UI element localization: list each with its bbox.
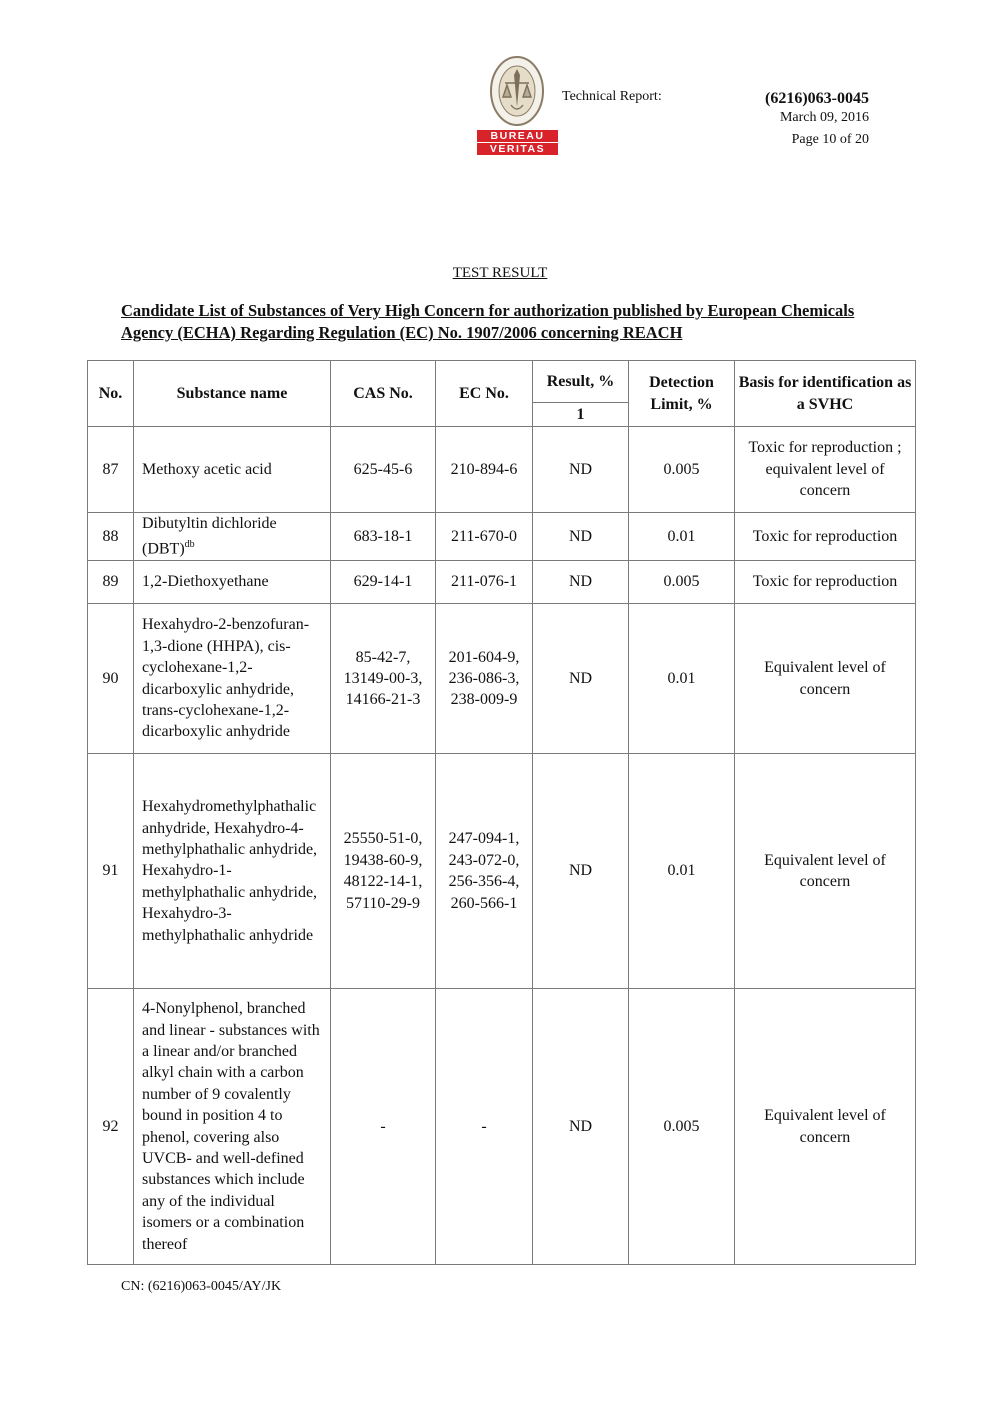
table-row: [88, 754, 916, 989]
row-result: ND: [533, 604, 629, 754]
row-basis: Equivalent level of concern: [735, 989, 916, 1265]
header-result: Result, %: [533, 361, 629, 403]
row-ec-no: 211-076-1: [436, 561, 533, 604]
header-ec-no: EC No.: [436, 361, 533, 427]
row-ec-no: -: [436, 989, 533, 1265]
row-cas-no: 25550-51-0, 19438-60-9, 48122-14-1, 57110-29-9: [331, 754, 436, 989]
row-cas-no: 683-18-1: [331, 513, 436, 561]
row-substance-name: Methoxy acetic acid: [134, 427, 331, 513]
row-result: ND: [533, 561, 629, 604]
row-substance-name: 1,2-Diethoxyethane: [134, 561, 331, 604]
footer-cn-reference: CN: (6216)063-0045/AY/JK: [121, 1279, 282, 1294]
row-substance-name: [134, 513, 331, 561]
table-row: [88, 427, 916, 513]
row-basis: Equivalent level of concern: [735, 754, 916, 989]
row-result: ND: [533, 754, 629, 989]
row-detection-limit: 0.01: [629, 513, 735, 561]
row-basis: Equivalent level of concern: [735, 604, 916, 754]
row-result: ND: [533, 989, 629, 1265]
table-row: [88, 513, 916, 561]
row-basis: Toxic for reproduction: [735, 561, 916, 604]
row-detection-limit: 0.005: [629, 427, 735, 513]
substance-name-superscript: db: [184, 539, 195, 551]
table-row: [88, 561, 916, 604]
row-no: 91: [88, 754, 134, 989]
header-no: No.: [88, 361, 134, 427]
row-ec-no: 210-894-6: [436, 427, 533, 513]
row-basis: Toxic for reproduction: [735, 513, 916, 561]
row-ec-no: 201-604-9, 236-086-3, 238-009-9: [436, 604, 533, 754]
row-detection-limit: 0.01: [629, 754, 735, 989]
row-basis: Toxic for reproduction ; equivalent level of concern: [735, 427, 916, 513]
logo-wordmark-line1: BUREAU: [477, 130, 558, 142]
row-ec-no: 211-670-0: [436, 513, 533, 561]
row-cas-no: 85-42-7, 13149-00-3, 14166-21-3: [331, 604, 436, 754]
section-title: TEST RESULT: [452, 265, 548, 281]
page-number: Page 10 of 20: [791, 132, 869, 147]
logo-wordmark-line2: VERITAS: [477, 143, 558, 155]
row-substance-name: Hexahydro-2-benzofuran-1,3-dione (HHPA), cis-cyclohexane-1,2-dicarboxylic anhydride, trans-cyclohexane-1,2-dicarboxylic anhydride: [134, 604, 331, 754]
row-result: ND: [533, 513, 629, 561]
row-detection-limit: 0.005: [629, 989, 735, 1265]
header-result-sample: 1: [533, 403, 629, 427]
svhc-results-table: [87, 360, 916, 1265]
table-row: [88, 604, 916, 754]
row-ec-no: 247-094-1, 243-072-0, 256-356-4, 260-566-1: [436, 754, 533, 989]
medal-emblem-icon: [489, 55, 545, 127]
row-no: 90: [88, 604, 134, 754]
table-header-row: [88, 361, 916, 403]
row-cas-no: -: [331, 989, 436, 1265]
row-cas-no: 629-14-1: [331, 561, 436, 604]
row-detection-limit: 0.005: [629, 561, 735, 604]
report-date: March 09, 2016: [779, 110, 869, 125]
page-heading: Candidate List of Substances of Very High Concern for authorization published by European Chemicals Agency (ECHA) Regarding Regulation (EC) No. 1907/2006 concerning REACH: [121, 301, 855, 342]
header-basis: Basis for identification as a SVHC: [735, 361, 916, 427]
row-substance-name: Hexahydromethylphathalic anhydride, Hexahydro-4-methylphathalic anhydride, Hexahydro-1-methylphathalic anhydride, Hexahydro-3-methylphathalic anhydride: [134, 754, 331, 989]
row-no: 92: [88, 989, 134, 1265]
report-number: (6216)063-0045: [765, 90, 869, 107]
row-result: ND: [533, 427, 629, 513]
row-no: 88: [88, 513, 134, 561]
row-detection-limit: 0.01: [629, 604, 735, 754]
header-substance-name: Substance name: [134, 361, 331, 427]
substance-name-text: Dibutyltin dichloride (DBT): [142, 515, 277, 558]
table-row: [88, 989, 916, 1265]
header-detection-limit: Detection Limit, %: [629, 361, 735, 427]
row-no: 89: [88, 561, 134, 604]
header-cas-no: CAS No.: [331, 361, 436, 427]
row-no: 87: [88, 427, 134, 513]
technical-report-label: Technical Report:: [562, 89, 662, 104]
bureau-veritas-logo: [475, 55, 560, 155]
row-substance-name: 4-Nonylphenol, branched and linear - substances with a linear and/or branched alkyl chain with a carbon number of 9 covalently bound in position 4 to phenol, covering also UVCB- and well-defined substances which include any of the individual isomers or a combination thereof: [134, 989, 331, 1265]
row-cas-no: 625-45-6: [331, 427, 436, 513]
